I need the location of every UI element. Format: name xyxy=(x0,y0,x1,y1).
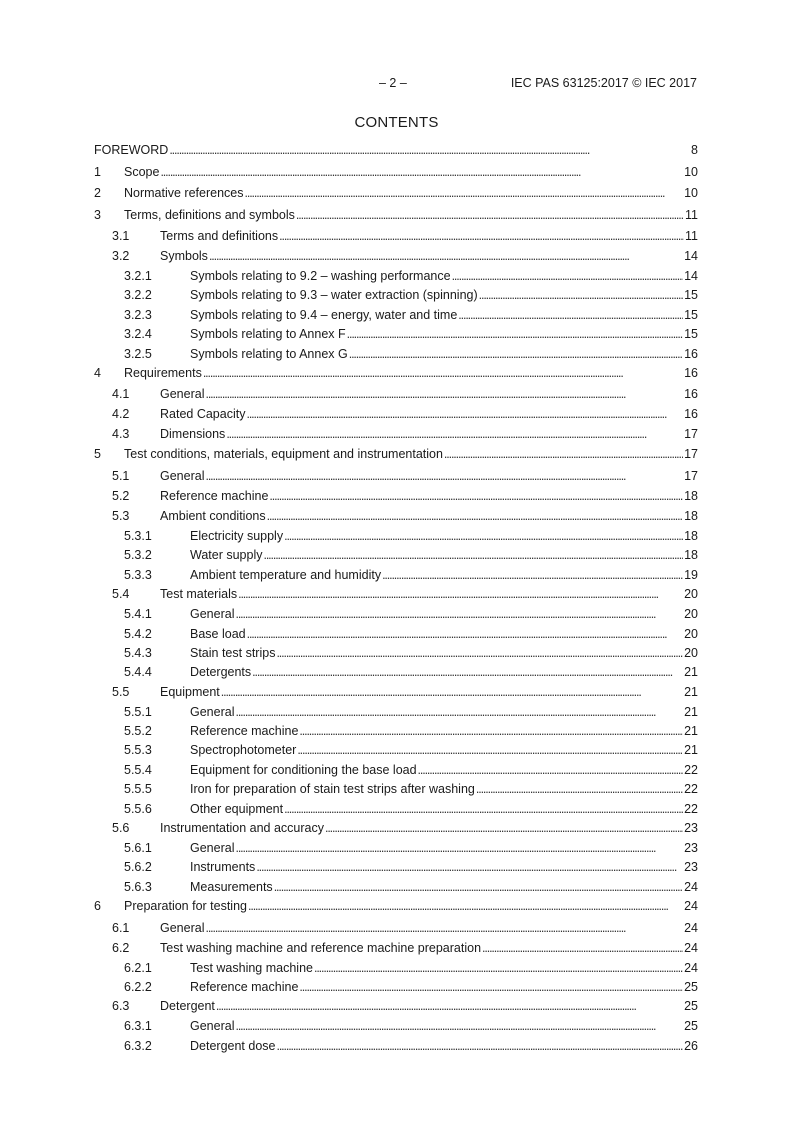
toc-entry[interactable] xyxy=(94,208,698,230)
toc-entry-page: 21 xyxy=(684,743,698,758)
toc-entry-page: 23 xyxy=(684,860,698,875)
toc-entry-page: 17 xyxy=(684,447,698,462)
toc-entry-page: 22 xyxy=(684,762,698,777)
dot-leader xyxy=(452,269,684,283)
toc-entry-number: 5.5.4 xyxy=(124,762,152,777)
dot-leader xyxy=(252,665,683,679)
toc-entry[interactable] xyxy=(94,469,698,489)
dot-leader xyxy=(205,469,683,483)
toc-entry-title: Symbols relating to 9.3 – water extraction (spinning) xyxy=(190,288,478,303)
toc-entry-page: 20 xyxy=(684,587,698,602)
toc-entry-number: 6.2 xyxy=(112,940,130,955)
toc-entry-number: 5.6.2 xyxy=(124,860,152,875)
dot-leader xyxy=(238,587,683,601)
toc-entry-number: 4 xyxy=(94,365,101,380)
toc-entry-page: 16 xyxy=(684,346,698,361)
toc-entry[interactable] xyxy=(94,1019,698,1038)
toc-entry[interactable] xyxy=(94,308,698,327)
dot-leader xyxy=(269,489,683,503)
toc-entry-title: Iron for preparation of stain test strips after washing xyxy=(190,782,475,797)
toc-entry-title: General xyxy=(160,920,205,935)
toc-entry-number: 5.3.2 xyxy=(124,548,152,563)
toc-entry-number: 4.3 xyxy=(112,427,130,442)
toc-entry-page: 25 xyxy=(684,980,698,995)
toc-entry-number: 5.3 xyxy=(112,508,130,523)
toc-entry-title: Symbols relating to Annex G xyxy=(190,346,348,361)
toc-entry[interactable] xyxy=(94,899,698,921)
document-reference: IEC PAS 63125:2017 © IEC 2017 xyxy=(510,76,697,90)
toc-entry-page: 16 xyxy=(684,387,698,402)
toc-entry[interactable] xyxy=(94,347,698,366)
toc-entry[interactable] xyxy=(94,607,698,626)
toc-entry[interactable] xyxy=(94,143,698,165)
dot-leader xyxy=(246,407,683,421)
toc-entry-number: 5.2 xyxy=(112,488,130,503)
toc-entry-number: 5 xyxy=(94,447,101,462)
toc-entry[interactable] xyxy=(94,880,698,899)
dot-leader xyxy=(296,208,684,222)
toc-entry-number: 3 xyxy=(94,207,101,222)
dot-leader xyxy=(314,961,683,975)
toc-entry[interactable] xyxy=(94,921,698,941)
toc-entry-title: Terms and definitions xyxy=(160,229,279,243)
toc-entry[interactable] xyxy=(94,489,698,509)
toc-entry-title: Detergent dose xyxy=(190,1038,276,1053)
toc-entry-number: 5.1 xyxy=(112,468,130,483)
toc-entry-page: 15 xyxy=(684,327,698,342)
toc-entry-number: 3.2.1 xyxy=(124,269,152,283)
dot-leader xyxy=(297,743,683,757)
toc-entry-page: 11 xyxy=(685,229,698,243)
toc-entry-title: Test washing machine and reference machine preparation xyxy=(160,940,482,955)
toc-entry[interactable] xyxy=(94,165,698,187)
toc-entry-page: 24 xyxy=(684,940,698,955)
toc-entry-number: 3.2.2 xyxy=(124,288,152,303)
toc-entry-title: General xyxy=(190,1019,235,1034)
toc-entry-number: 5.5.1 xyxy=(124,704,152,719)
toc-entry-title: Rated Capacity xyxy=(160,407,246,422)
dot-leader xyxy=(418,763,684,777)
toc-entry-title: Test materials xyxy=(160,587,238,602)
toc-entry-title: Equipment xyxy=(160,684,220,699)
toc-entry[interactable] xyxy=(94,724,698,743)
toc-entry-number: 5.4.4 xyxy=(124,665,152,680)
toc-entry[interactable] xyxy=(94,665,698,684)
toc-entry-page: 26 xyxy=(684,1038,698,1053)
toc-entry-title: Test conditions, materials, equipment and instrumentation xyxy=(124,447,443,462)
toc-entry-page: 15 xyxy=(684,288,698,303)
dot-leader xyxy=(267,509,683,523)
toc-entry-page: 8 xyxy=(691,143,698,157)
toc-entry-page: 23 xyxy=(684,841,698,856)
toc-entry-title: Ambient temperature and humidity xyxy=(190,567,382,582)
toc-entry-page: 16 xyxy=(684,365,698,380)
toc-entry-number: 3.2.3 xyxy=(124,307,152,322)
toc-entry-page: 15 xyxy=(684,307,698,322)
toc-entry-title: Base load xyxy=(190,626,246,641)
toc-entry-number: 5.5.6 xyxy=(124,801,152,816)
toc-entry-number: 6.2.1 xyxy=(124,960,152,975)
toc-entry-page: 20 xyxy=(684,607,698,622)
dot-leader xyxy=(482,941,683,955)
toc-entry[interactable] xyxy=(94,841,698,860)
toc-entry-title: Reference machine xyxy=(190,980,299,995)
toc-entry-title: Terms, definitions and symbols xyxy=(124,207,295,222)
toc-entry-number: 4.1 xyxy=(112,387,130,402)
toc-entry-page: 25 xyxy=(684,999,698,1014)
toc-entry-number: 2 xyxy=(94,186,101,200)
toc-entry-page: 20 xyxy=(684,626,698,641)
toc-entry[interactable] xyxy=(94,802,698,821)
toc-entry[interactable] xyxy=(94,1039,698,1058)
dot-leader xyxy=(247,627,683,641)
dot-leader xyxy=(160,165,683,179)
toc-entry-page: 19 xyxy=(684,567,698,582)
toc-entry-title: General xyxy=(160,468,205,483)
dot-leader xyxy=(299,980,683,994)
toc-entry-title: Symbols relating to Annex F xyxy=(190,327,346,342)
toc-entry-page: 20 xyxy=(684,645,698,660)
toc-entry-title: Normative references xyxy=(124,186,244,200)
toc-entry-page: 24 xyxy=(684,899,698,914)
toc-entry-title: Water supply xyxy=(190,548,263,563)
dot-leader xyxy=(347,327,683,341)
toc-entry-page: 17 xyxy=(684,468,698,483)
toc-entry-number: 6.2.2 xyxy=(124,980,152,995)
toc-entry-page: 21 xyxy=(684,665,698,680)
toc-entry-number: 3.2.4 xyxy=(124,327,152,342)
contents-title: CONTENTS xyxy=(354,114,439,131)
toc-entry[interactable] xyxy=(94,646,698,665)
page-number: – 2 – xyxy=(379,76,407,90)
toc-entry[interactable] xyxy=(94,627,698,646)
toc-entry-number: 5.5.2 xyxy=(124,724,152,739)
toc-entry-number: 5.6.1 xyxy=(124,841,152,856)
dot-leader xyxy=(444,447,683,461)
toc-entry-page: 14 xyxy=(684,249,698,263)
toc-entry-title: Reference machine xyxy=(190,724,299,739)
toc-entry-number: 3.2 xyxy=(112,249,130,263)
dot-leader xyxy=(276,1039,683,1053)
toc-entry[interactable] xyxy=(94,407,698,427)
toc-entry[interactable] xyxy=(94,980,698,999)
toc-entry-page: 10 xyxy=(684,186,698,200)
toc-entry-number: 5.3.1 xyxy=(124,528,152,543)
toc-entry-page: 18 xyxy=(684,528,698,543)
toc-entry[interactable] xyxy=(94,288,698,307)
toc-entry-number: 6.3.1 xyxy=(124,1019,152,1034)
toc-entry-page: 18 xyxy=(684,508,698,523)
toc-entry[interactable] xyxy=(94,548,698,567)
toc-entry-title: Symbols relating to 9.4 – energy, water and time xyxy=(190,307,458,322)
toc-entry[interactable] xyxy=(94,186,698,208)
toc-entry[interactable] xyxy=(94,529,698,548)
toc-entry[interactable] xyxy=(94,447,698,469)
toc-entry-number: 3.2.5 xyxy=(124,346,152,361)
dot-leader xyxy=(382,568,683,582)
toc-entry[interactable] xyxy=(94,587,698,607)
toc-entry[interactable] xyxy=(94,743,698,762)
toc-entry-page: 24 xyxy=(684,960,698,975)
dot-leader xyxy=(235,607,683,621)
toc-entry-number: 5.4 xyxy=(112,587,130,602)
toc-entry[interactable] xyxy=(94,327,698,346)
toc-entry[interactable] xyxy=(94,685,698,705)
dot-leader xyxy=(299,724,683,738)
dot-leader xyxy=(284,802,683,816)
toc-entry-title: Ambient conditions xyxy=(160,508,266,523)
toc-entry[interactable] xyxy=(94,821,698,841)
toc-entry[interactable] xyxy=(94,961,698,980)
dot-leader xyxy=(256,860,683,874)
dot-leader xyxy=(209,249,683,263)
dot-leader xyxy=(221,685,683,699)
dot-leader xyxy=(479,288,683,302)
toc-entry[interactable] xyxy=(94,229,698,249)
toc-entry-title: Reference machine xyxy=(160,488,269,503)
toc-entry-title: FOREWORD xyxy=(94,143,169,157)
dot-leader xyxy=(248,899,683,913)
toc-entry[interactable] xyxy=(94,568,698,587)
toc-entry-title: Instrumentation and accuracy xyxy=(160,821,324,836)
toc-entry-title: Symbols relating to 9.2 – washing performance xyxy=(190,269,451,283)
toc-entry-title: Equipment for conditioning the base load xyxy=(190,762,417,777)
dot-leader xyxy=(279,229,684,243)
table-of-contents xyxy=(94,143,698,1058)
toc-entry[interactable] xyxy=(94,860,698,879)
dot-leader xyxy=(325,821,683,835)
toc-entry[interactable] xyxy=(94,999,698,1019)
toc-entry-number: 5.5 xyxy=(112,684,130,699)
toc-entry-title: General xyxy=(190,607,235,622)
toc-entry-page: 10 xyxy=(684,164,698,179)
toc-entry[interactable] xyxy=(94,705,698,724)
toc-entry-number: 5.4.3 xyxy=(124,645,152,660)
toc-entry-number: 5.3.3 xyxy=(124,567,152,582)
toc-entry[interactable] xyxy=(94,387,698,407)
toc-entry-title: Spectrophotometer xyxy=(190,743,297,758)
toc-entry-page: 17 xyxy=(684,427,698,442)
toc-entry-title: Preparation for testing xyxy=(124,899,247,914)
toc-entry-number: 5.4.1 xyxy=(124,607,152,622)
dot-leader xyxy=(235,1019,683,1033)
toc-entry-number: 6 xyxy=(94,899,101,914)
toc-entry-page: 21 xyxy=(684,724,698,739)
dot-leader xyxy=(216,999,683,1013)
toc-entry[interactable] xyxy=(94,427,698,447)
toc-entry-title: Electricity supply xyxy=(190,528,284,543)
dot-leader xyxy=(263,548,683,562)
toc-entry-title: Measurements xyxy=(190,879,273,894)
toc-entry[interactable] xyxy=(94,249,698,269)
toc-entry-number: 6.3 xyxy=(112,999,130,1014)
dot-leader xyxy=(245,186,684,200)
dot-leader xyxy=(205,387,683,401)
toc-entry-title: Other equipment xyxy=(190,801,284,816)
toc-entry-title: Requirements xyxy=(124,365,202,380)
dot-leader xyxy=(476,782,683,796)
toc-entry-number: 3.1 xyxy=(112,229,130,243)
dot-leader xyxy=(274,880,683,894)
toc-entry-title: Scope xyxy=(124,164,160,179)
dot-leader xyxy=(349,347,683,361)
toc-entry-title: Symbols xyxy=(160,249,208,263)
toc-entry-number: 5.5.5 xyxy=(124,782,152,797)
toc-entry-page: 14 xyxy=(684,269,698,283)
toc-entry-title: General xyxy=(190,704,235,719)
toc-entry[interactable] xyxy=(94,763,698,782)
toc-entry-number: 5.4.2 xyxy=(124,626,152,641)
toc-entry-number: 6.1 xyxy=(112,920,130,935)
toc-entry[interactable] xyxy=(94,941,698,961)
toc-entry-title: Test washing machine xyxy=(190,960,313,975)
dot-leader xyxy=(284,529,683,543)
dot-leader xyxy=(458,308,683,322)
toc-entry-page: 24 xyxy=(684,920,698,935)
toc-entry-title: General xyxy=(160,387,205,402)
toc-entry-page: 16 xyxy=(684,407,698,422)
dot-leader xyxy=(203,366,683,380)
toc-entry-title: General xyxy=(190,841,235,856)
toc-entry-page: 11 xyxy=(685,207,698,222)
toc-entry-page: 25 xyxy=(684,1019,698,1034)
toc-entry[interactable] xyxy=(94,782,698,801)
toc-entry-number: 4.2 xyxy=(112,407,130,422)
page-header xyxy=(0,76,793,92)
toc-entry[interactable] xyxy=(94,509,698,529)
dot-leader xyxy=(235,841,683,855)
dot-leader xyxy=(169,143,690,157)
toc-entry-title: Stain test strips xyxy=(190,645,276,660)
toc-entry-page: 18 xyxy=(684,488,698,503)
toc-entry-number: 1 xyxy=(94,164,101,179)
toc-entry[interactable] xyxy=(94,366,698,388)
toc-entry-title: Detergent xyxy=(160,999,215,1014)
dot-leader xyxy=(276,646,683,660)
toc-entry-page: 21 xyxy=(684,684,698,699)
toc-entry-page: 23 xyxy=(684,821,698,836)
toc-entry[interactable] xyxy=(94,269,698,288)
toc-entry-page: 22 xyxy=(684,801,698,816)
toc-entry-page: 24 xyxy=(684,879,698,894)
toc-entry-page: 21 xyxy=(684,704,698,719)
dot-leader xyxy=(226,427,683,441)
toc-entry-number: 5.6 xyxy=(112,821,130,836)
toc-entry-title: Dimensions xyxy=(160,427,226,442)
toc-entry-page: 18 xyxy=(684,548,698,563)
toc-entry-number: 5.5.3 xyxy=(124,743,152,758)
toc-entry-page: 22 xyxy=(684,782,698,797)
dot-leader xyxy=(205,921,683,935)
dot-leader xyxy=(235,705,683,719)
toc-entry-number: 6.3.2 xyxy=(124,1038,152,1053)
toc-entry-number: 5.6.3 xyxy=(124,879,152,894)
toc-entry-title: Detergents xyxy=(190,665,252,680)
toc-entry-title: Instruments xyxy=(190,860,256,875)
